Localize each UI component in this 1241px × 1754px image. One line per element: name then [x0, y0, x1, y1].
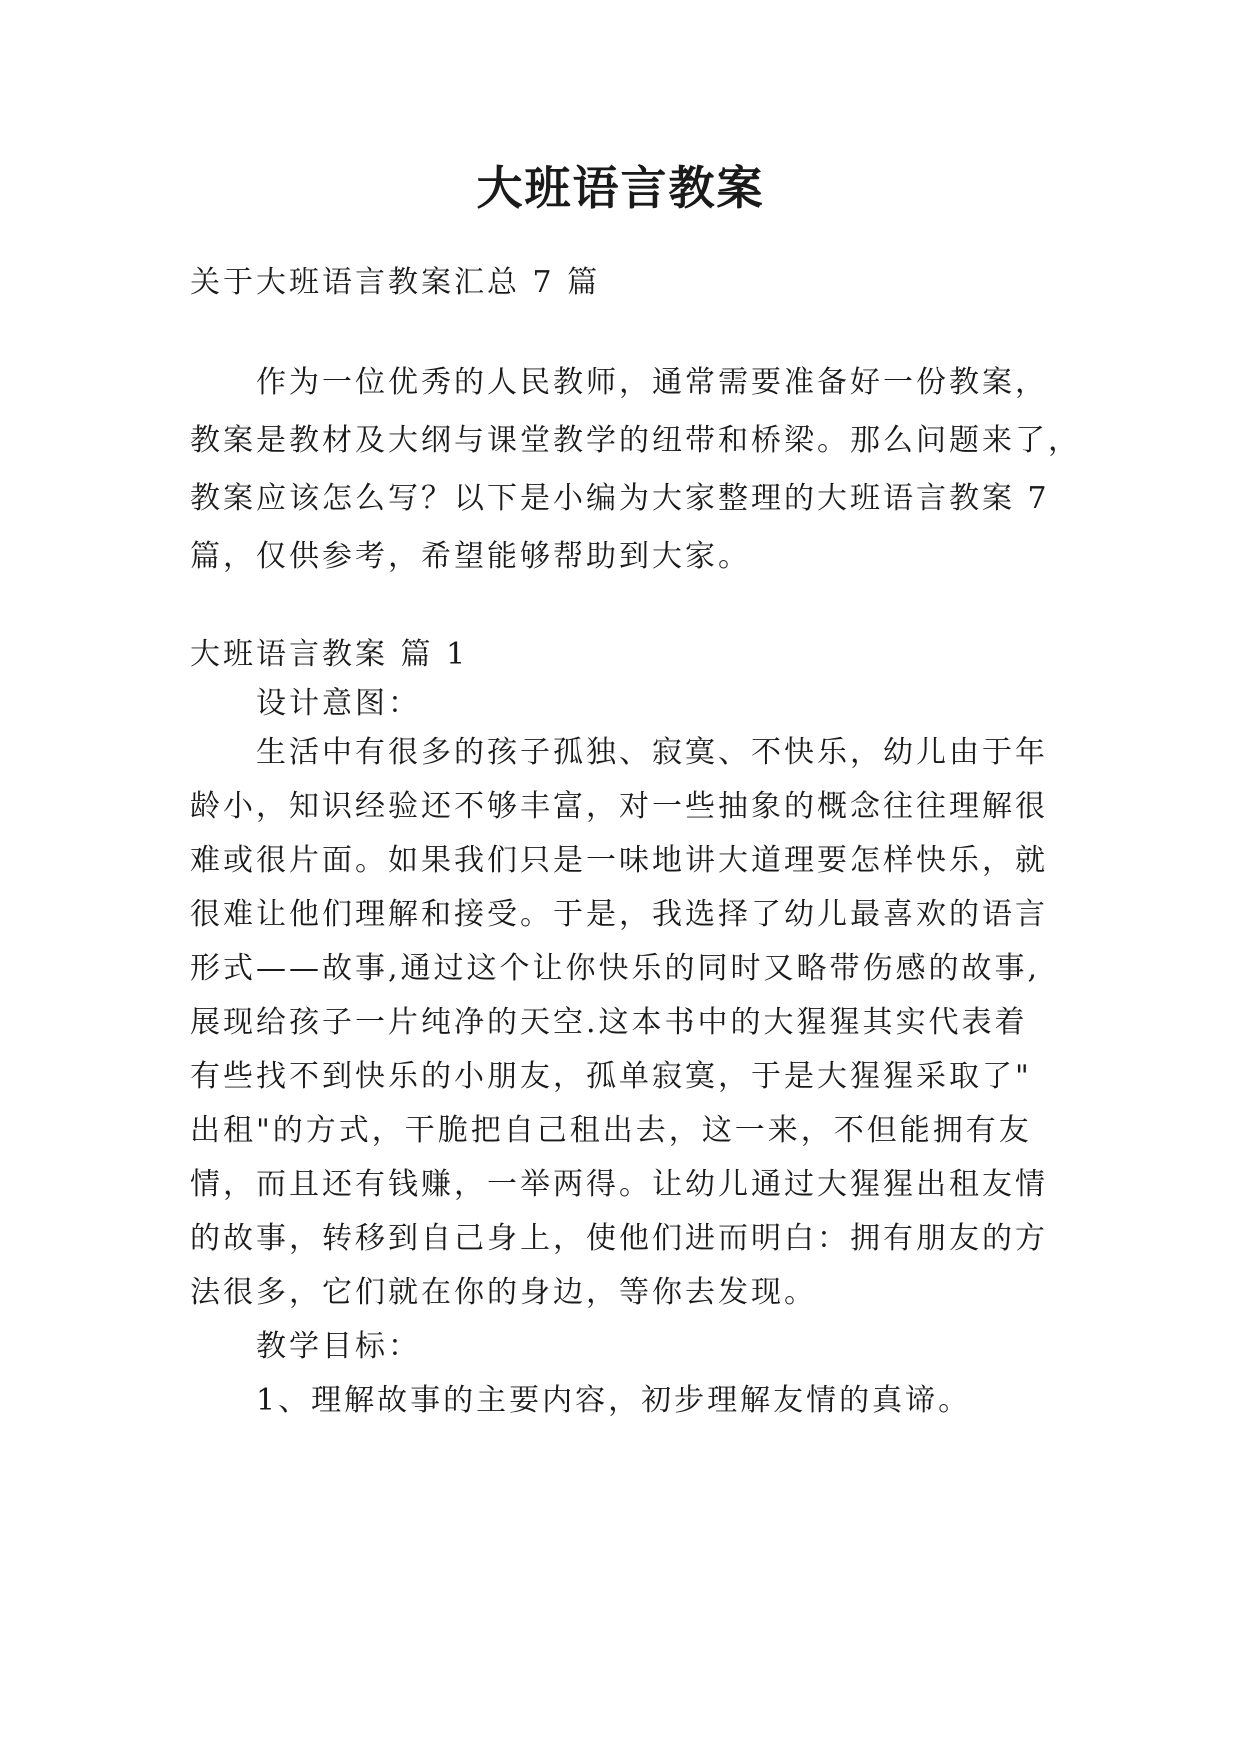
- design-line: 展现给孩子一片纯净的天空.这本书中的大猩猩其实代表着: [190, 1005, 1028, 1040]
- intro-line: 篇，仅供参考，希望能够帮助到大家。: [190, 539, 751, 574]
- design-line: 有些找不到快乐的小朋友，孤单寂寞，于是大猩猩采取了": [190, 1059, 1032, 1094]
- design-label: 设计意图：: [256, 686, 421, 721]
- intro-line: 作为一位优秀的人民教师，通常需要准备好一份教案，: [256, 365, 1048, 400]
- goals-label: 教学目标：: [256, 1329, 421, 1364]
- intro-line: 教案是教材及大纲与课堂教学的纽带和桥梁。那么问题来了，: [190, 423, 1081, 458]
- design-line: 情，而且还有钱赚，一举两得。让幼儿通过大猩猩出租友情: [190, 1167, 1048, 1202]
- intro-line: 教案应该怎么写？以下是小编为大家整理的大班语言教案 7: [190, 481, 1050, 516]
- design-line: 出租"的方式，干脆把自己租出去，这一来，不但能拥有友: [190, 1113, 1032, 1148]
- design-line: 龄小，知识经验还不够丰富，对一些抽象的概念往往理解很: [190, 789, 1048, 824]
- document-subtitle: 关于大班语言教案汇总 7 篇: [190, 265, 601, 300]
- design-line: 法很多，它们就在你的身边，等你去发现。: [190, 1275, 817, 1310]
- section-heading: 大班语言教案 篇 1: [190, 637, 469, 672]
- goal-item: 1、理解故事的主要内容，初步理解友情的真谛。: [256, 1383, 972, 1418]
- design-line: 生活中有很多的孩子孤独、寂寞、不快乐，幼儿由于年: [256, 735, 1048, 770]
- design-line: 难或很片面。如果我们只是一味地讲大道理要怎样快乐，就: [190, 843, 1048, 878]
- design-line: 形式——故事,通过这个让你快乐的同时又略带伤感的故事,: [190, 951, 1041, 986]
- design-line: 很难让他们理解和接受。于是，我选择了幼儿最喜欢的语言: [190, 897, 1048, 932]
- design-line: 的故事，转移到自己身上，使他们进而明白：拥有朋友的方: [190, 1221, 1048, 1256]
- document-title: 大班语言教案: [476, 161, 765, 215]
